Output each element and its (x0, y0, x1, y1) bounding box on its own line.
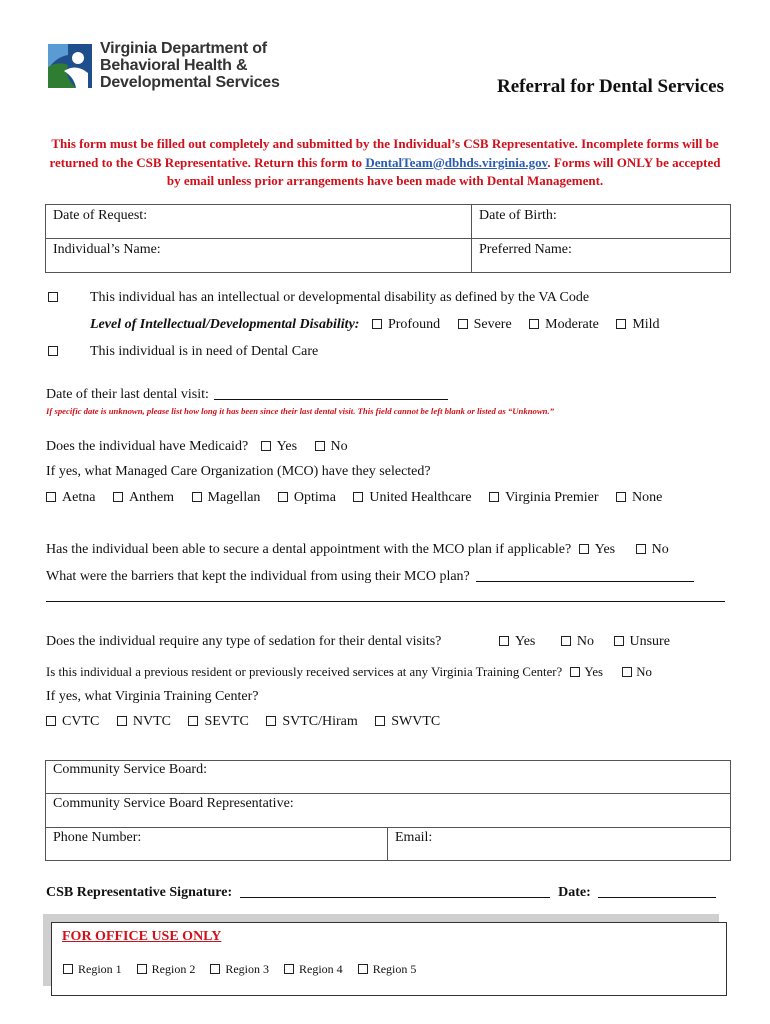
sedation-options-row (499, 634, 670, 650)
region-4-option[interactable] (284, 962, 343, 977)
instructions (48, 135, 722, 191)
appointment-row (46, 542, 669, 558)
level-mild-checkbox[interactable] (616, 319, 626, 329)
mco-optima-label: Optima (293, 490, 336, 505)
tc-nvtc-option[interactable] (117, 714, 171, 730)
instructions-part-1: This form must be filled out completely and submitted by the Individual’s CSB Representative. Incomplete forms will be returned to the CSB Representative. Return this form to (49, 136, 719, 170)
level-severe-checkbox[interactable] (458, 319, 468, 329)
training-center-row (46, 665, 652, 680)
level-severe-label: Severe (473, 317, 512, 332)
medicaid-row (46, 439, 362, 455)
level-moderate-option[interactable] (529, 317, 599, 333)
signature-date-label: Date: (558, 885, 591, 900)
office-use-box (51, 922, 727, 996)
sedation-yes-checkbox[interactable] (499, 636, 509, 646)
disability-level-label: Level of Intellectual/Developmental Disability: (90, 317, 360, 332)
region-5-option[interactable] (358, 962, 417, 977)
mco-united-healthcare-label: United Healthcare (369, 490, 472, 505)
dental-team-email-link[interactable]: DentalTeam@dbhds.virginia.gov (365, 154, 548, 170)
individual-info-table (45, 204, 731, 273)
region-1-checkbox[interactable] (63, 964, 73, 974)
disability-row (48, 290, 64, 306)
mco-aetna-checkbox[interactable] (46, 492, 56, 502)
medicaid-no-checkbox[interactable] (315, 441, 325, 451)
mco-magellan-label: Magellan (207, 490, 261, 505)
medicaid-yes-option[interactable] (261, 439, 297, 455)
medicaid-no-option[interactable] (315, 439, 348, 455)
sedation-no-checkbox[interactable] (561, 636, 571, 646)
region-5-checkbox[interactable] (358, 964, 368, 974)
mco-none-option[interactable] (616, 490, 662, 506)
dbhds-logo-mark-icon (46, 41, 94, 91)
medicaid-yes-label: Yes (276, 439, 298, 454)
medicaid-yes-checkbox[interactable] (261, 441, 271, 451)
tc-nvtc-label: NVTC (132, 714, 171, 729)
mco-anthem-option[interactable] (113, 490, 174, 506)
form-title: Referral for Dental Services (496, 76, 724, 97)
mco-question: If yes, what Managed Care Organization (MCO) have they selected? (46, 464, 431, 479)
training-center-no-label: No (636, 665, 652, 679)
mco-aetna-option[interactable] (46, 490, 95, 506)
tc-svtc-hiram-label: SVTC/Hiram (282, 714, 358, 729)
last-visit-row (46, 385, 448, 403)
csb-representative-field[interactable]: Community Service Board Representative: (53, 796, 294, 811)
signature-input[interactable] (240, 883, 550, 898)
appointment-yes-option[interactable] (579, 542, 615, 558)
logo-line-2: Behavioral Health & (100, 57, 248, 74)
training-center-options-row (46, 714, 440, 730)
region-1-label: Region 1 (78, 962, 122, 976)
logo-line-1: Virginia Department of (100, 40, 267, 57)
mco-optima-checkbox[interactable] (278, 492, 288, 502)
barriers-question: What were the barriers that kept the individual from using their MCO plan? (46, 569, 470, 584)
last-visit-input[interactable] (214, 385, 448, 400)
mco-virginia-premier-checkbox[interactable] (489, 492, 499, 502)
appointment-yes-checkbox[interactable] (579, 544, 589, 554)
appointment-no-checkbox[interactable] (636, 544, 646, 554)
instructions-part-2: . Forms will ONLY be accepted by email unless prior arrangements have been made with Dental Management. (166, 154, 721, 188)
level-severe-option[interactable] (458, 317, 512, 333)
disability-statement: This individual has an intellectual or developmental disability as defined by the VA Code (90, 290, 590, 305)
tc-sevtc-option[interactable] (188, 714, 248, 730)
training-center-yes-label: Yes (584, 665, 604, 679)
region-4-checkbox[interactable] (284, 964, 294, 974)
dental-care-row (48, 344, 64, 360)
medicaid-no-label: No (330, 439, 348, 454)
mco-virginia-premier-label: Virginia Premier (505, 490, 599, 505)
date-of-request-field[interactable]: Date of Request: (53, 208, 148, 223)
sedation-question: Does the individual require any type of sedation for their dental visits? (46, 634, 442, 649)
signature-date-input[interactable] (598, 883, 716, 898)
training-center-which: If yes, what Virginia Training Center? (46, 689, 259, 704)
date-of-birth-field[interactable]: Date of Birth: (479, 208, 557, 223)
appointment-no-option[interactable] (636, 542, 669, 558)
sedation-unsure-label: Unsure (629, 634, 670, 649)
appointment-question: Has the individual been able to secure a dental appointment with the MCO plan if applicable? (46, 542, 572, 557)
mco-options-row (46, 490, 662, 506)
tc-svtc-hiram-checkbox[interactable] (266, 716, 276, 726)
logo-line-3: Developmental Services (100, 74, 280, 91)
tc-swvtc-checkbox[interactable] (375, 716, 385, 726)
region-2-checkbox[interactable] (137, 964, 147, 974)
disability-checkbox[interactable] (48, 292, 58, 302)
mco-anthem-checkbox[interactable] (113, 492, 123, 502)
tc-sevtc-checkbox[interactable] (188, 716, 198, 726)
mco-aetna-label: Aetna (62, 490, 96, 505)
logo-text (100, 40, 280, 91)
mco-united-healthcare-checkbox[interactable] (353, 492, 363, 502)
tc-nvtc-checkbox[interactable] (117, 716, 127, 726)
region-3-option[interactable] (210, 962, 269, 977)
region-3-checkbox[interactable] (210, 964, 220, 974)
tc-cvtc-label: CVTC (62, 714, 100, 729)
individual-name-field[interactable]: Individual’s Name: (53, 242, 161, 257)
signature-row (46, 883, 716, 901)
mco-none-checkbox[interactable] (616, 492, 626, 502)
barriers-input[interactable] (476, 567, 694, 582)
region-2-label: Region 2 (151, 962, 196, 976)
tc-swvtc-label: SWVTC (391, 714, 441, 729)
dental-care-checkbox[interactable] (48, 346, 58, 356)
community-service-board-field[interactable]: Community Service Board: (53, 762, 207, 777)
barriers-row (46, 567, 694, 585)
signature-label: CSB Representative Signature: (46, 885, 233, 900)
dbhds-logo (46, 41, 296, 93)
last-visit-label: Date of their last dental visit: (46, 387, 209, 402)
mco-optima-option[interactable] (278, 490, 336, 506)
training-center-no-checkbox[interactable] (622, 667, 632, 677)
sedation-no-option[interactable] (561, 634, 594, 650)
training-center-yes-option[interactable] (570, 665, 603, 680)
mco-magellan-option[interactable] (192, 490, 261, 506)
tc-svtc-hiram-option[interactable] (266, 714, 357, 730)
sedation-no-label: No (576, 634, 594, 649)
csb-info-table (45, 760, 731, 861)
office-use-title: FOR OFFICE USE ONLY (62, 929, 222, 944)
mco-united-healthcare-option[interactable] (353, 490, 471, 506)
level-moderate-checkbox[interactable] (529, 319, 539, 329)
barriers-input-line-2[interactable] (46, 601, 725, 602)
phone-number-field[interactable]: Phone Number: (53, 830, 142, 845)
mco-anthem-label: Anthem (128, 490, 175, 505)
region-3-label: Region 3 (225, 962, 270, 976)
training-center-no-option[interactable] (622, 665, 652, 680)
appointment-no-label: No (651, 542, 669, 557)
region-4-label: Region 4 (299, 962, 343, 976)
tc-cvtc-checkbox[interactable] (46, 716, 56, 726)
region-options-row (63, 962, 416, 977)
training-center-question: Is this individual a previous resident or previously received services at any Virginia Training Center? (46, 665, 563, 679)
appointment-yes-label: Yes (594, 542, 616, 557)
tc-swvtc-option[interactable] (375, 714, 440, 730)
sedation-yes-option[interactable] (499, 634, 535, 650)
tc-sevtc-label: SEVTC (204, 714, 249, 729)
mco-none-label: None (632, 490, 663, 505)
last-visit-note: If specific date is unknown, please list how long it has been since their last dental visit. This field cannot be left blank or listed as “Unknown.” (46, 406, 555, 416)
sedation-yes-label: Yes (515, 634, 536, 649)
level-mild-option[interactable] (616, 317, 659, 333)
region-2-option[interactable] (137, 962, 196, 977)
level-profound-checkbox[interactable] (372, 319, 382, 329)
training-center-yes-checkbox[interactable] (570, 667, 580, 677)
medicaid-question: Does the individual have Medicaid? (46, 439, 249, 454)
email-field[interactable]: Email: (395, 830, 433, 845)
region-1-option[interactable] (63, 962, 122, 977)
level-mild-label: Mild (632, 317, 660, 332)
mco-virginia-premier-option[interactable] (489, 490, 598, 506)
sedation-unsure-checkbox[interactable] (614, 636, 624, 646)
tc-cvtc-option[interactable] (46, 714, 99, 730)
level-profound-option[interactable] (372, 317, 440, 333)
dental-care-statement: This individual is in need of Dental Care (90, 344, 319, 359)
mco-magellan-checkbox[interactable] (192, 492, 202, 502)
region-5-label: Region 5 (372, 962, 417, 976)
level-profound-label: Profound (387, 317, 441, 332)
sedation-unsure-option[interactable] (614, 634, 670, 650)
preferred-name-field[interactable]: Preferred Name: (479, 242, 572, 257)
level-moderate-label: Moderate (545, 317, 599, 332)
disability-level-row (90, 317, 674, 333)
